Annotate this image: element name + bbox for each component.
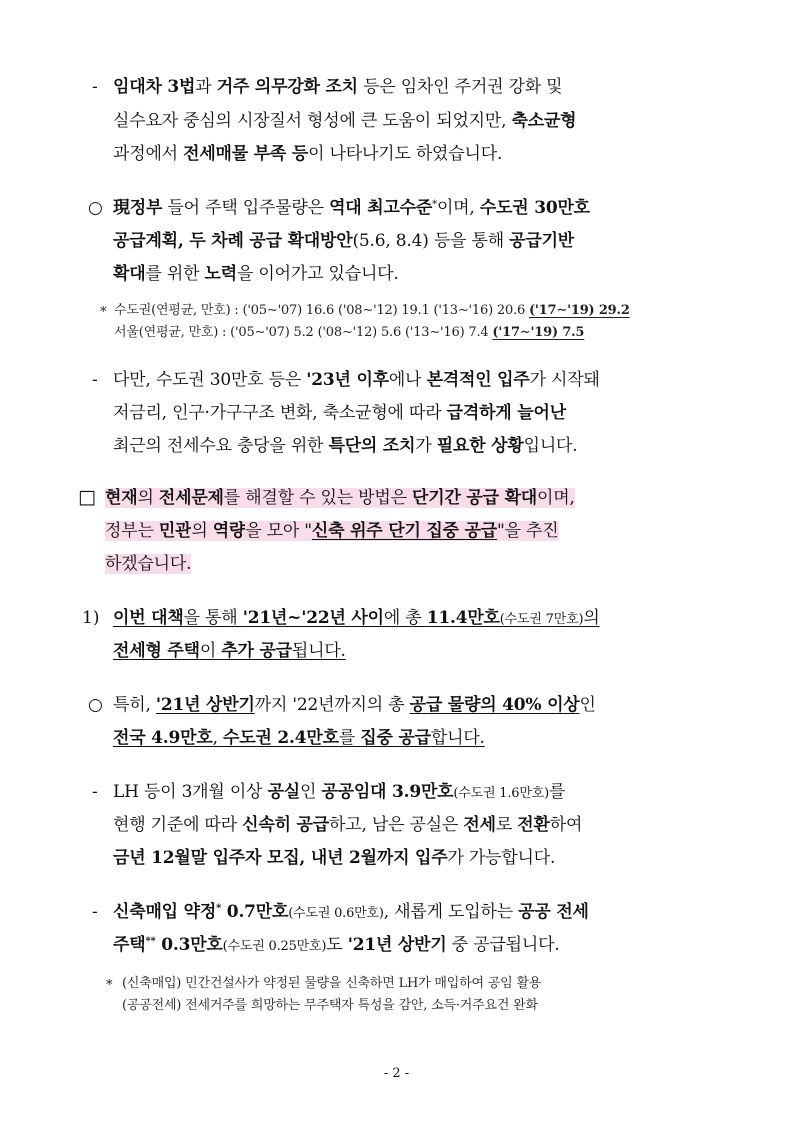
text-run: 의 bbox=[191, 521, 213, 541]
text-run: 가 가능합니다. bbox=[447, 848, 556, 868]
text-run: 노력 bbox=[204, 264, 237, 284]
text-run: 거주 의무강화 조치 bbox=[216, 77, 358, 97]
text-line bbox=[113, 934, 560, 958]
footnote-line bbox=[122, 975, 541, 993]
footnote-line bbox=[114, 324, 584, 342]
text-run: 특단의 조치 bbox=[328, 436, 416, 456]
text-run: 를 해결할 수 있는 방법은 bbox=[223, 488, 413, 508]
text-run: 인 bbox=[299, 782, 322, 802]
text-run: 의 bbox=[583, 608, 600, 628]
text-run: , 새롭게 도입하는 bbox=[383, 902, 519, 922]
square-marker: □ bbox=[78, 486, 96, 508]
footnote-line bbox=[122, 997, 538, 1015]
text-run: 집중 공급 bbox=[360, 728, 431, 748]
text-line bbox=[113, 110, 576, 132]
text-line bbox=[105, 520, 559, 542]
text-run: 전세문제 bbox=[158, 488, 224, 508]
text-run: 전세형 주택 bbox=[113, 641, 200, 661]
text-line bbox=[113, 814, 582, 836]
text-run: 도 bbox=[326, 935, 348, 955]
text-run: (5.6, 8.4) 등을 통해 bbox=[352, 231, 510, 251]
text-run: 역대 최고수준 bbox=[329, 198, 433, 218]
text-line bbox=[113, 901, 589, 925]
text-run: 하여 bbox=[549, 815, 583, 835]
text-line bbox=[113, 640, 346, 662]
text-run: ('17∼'19) 7.5 bbox=[492, 325, 585, 340]
circle-marker: ○ bbox=[88, 198, 103, 218]
page-number: - 2 - bbox=[383, 1066, 410, 1081]
text-run: 現정부 bbox=[113, 198, 163, 218]
text-line bbox=[113, 263, 399, 285]
footnote-line bbox=[114, 302, 630, 320]
text-run: 특히, bbox=[113, 695, 156, 715]
text-line bbox=[113, 607, 600, 631]
text-run: 과정에서 bbox=[113, 144, 184, 164]
text-run: 인 bbox=[579, 695, 596, 715]
text-line bbox=[113, 781, 565, 805]
text-run: (수도권 0.25만호) bbox=[222, 939, 327, 954]
circle-marker: ○ bbox=[88, 695, 103, 715]
text-run: 과 bbox=[195, 77, 217, 97]
text-line bbox=[113, 369, 600, 391]
dash-marker: - bbox=[92, 370, 98, 390]
text-run: 가 bbox=[415, 436, 437, 456]
text-run: 이 나타나기도 하였습니다. bbox=[308, 144, 503, 164]
text-run: 신축매입 약정 bbox=[113, 902, 217, 922]
text-line bbox=[113, 727, 485, 749]
dash-marker: - bbox=[92, 77, 98, 97]
text-run: ** bbox=[145, 936, 156, 947]
text-line bbox=[113, 197, 590, 219]
text-line bbox=[113, 230, 574, 252]
text-line bbox=[113, 435, 577, 457]
text-line bbox=[113, 143, 502, 165]
text-run: 신속히 공급 bbox=[242, 815, 330, 835]
text-run: 0.3만호 bbox=[155, 935, 223, 955]
text-run: 공공 전세 bbox=[518, 902, 589, 922]
footnote-marker: * bbox=[106, 978, 113, 993]
text-run: 수도권 30만호 bbox=[479, 198, 590, 218]
text-run: 들어 주택 입주물량은 bbox=[162, 198, 330, 218]
text-run: (수도권 1.6만호) bbox=[453, 786, 549, 801]
text-run: 이며, bbox=[537, 488, 575, 508]
text-run: LH 등이 3개월 이상 bbox=[113, 782, 268, 802]
text-run: (수도권 7만호) bbox=[499, 612, 584, 627]
dash-marker: - bbox=[92, 782, 98, 802]
text-run: 확대 bbox=[113, 264, 146, 284]
text-run: 의 bbox=[137, 488, 159, 508]
text-run: 전환 bbox=[517, 815, 550, 835]
text-run: 정부는 bbox=[105, 521, 159, 541]
text-run: 에 총 bbox=[383, 608, 427, 628]
text-run: * bbox=[216, 903, 222, 914]
text-run: 급격하게 늘어난 bbox=[446, 403, 566, 423]
text-run: 공급기반 bbox=[509, 231, 575, 251]
text-run: 하고, 남은 공실은 bbox=[329, 815, 464, 835]
text-run: 필요한 상황 bbox=[436, 436, 524, 456]
text-run: (신축매입) 민간건설사가 약정된 물량을 신축하면 LH가 매입하여 공임 활용 bbox=[122, 976, 542, 991]
text-line bbox=[105, 553, 191, 575]
text-run: 에나 bbox=[388, 370, 427, 390]
text-run: 가 시작돼 bbox=[529, 370, 600, 390]
text-line bbox=[113, 76, 562, 98]
text-run: , bbox=[212, 728, 224, 748]
text-run: 로 bbox=[495, 815, 518, 835]
text-run: 됩니다. bbox=[291, 641, 346, 661]
text-run: 임대차 3법 bbox=[113, 77, 196, 97]
text-run: 신축 위주 단기 집중 공급 bbox=[311, 521, 498, 541]
text-run: 민관 bbox=[158, 521, 192, 541]
text-run: 현재 bbox=[105, 488, 138, 508]
footnote-marker: * bbox=[100, 305, 107, 320]
text-run: 등은 임차인 주거권 강화 및 bbox=[357, 77, 563, 97]
text-run: 0.7만호 bbox=[221, 902, 289, 922]
text-run: 추가 공급 bbox=[221, 641, 292, 661]
text-run: * bbox=[432, 199, 437, 210]
text-run: '21년 상반기 bbox=[347, 935, 447, 955]
text-run: 을 모아 " bbox=[245, 521, 312, 541]
text-run: 수도권 2.4만호 bbox=[223, 728, 339, 748]
text-run: ('17∼'19) 29.2 bbox=[528, 303, 630, 318]
text-run: '23년 이후 bbox=[306, 370, 389, 390]
text-run: 11.4만호 bbox=[426, 608, 500, 628]
text-run: 공급계획, 두 차례 공급 확대방안 bbox=[113, 231, 353, 251]
text-run: 전세매물 부족 등 bbox=[183, 144, 309, 164]
text-run: 하겠습니다. bbox=[105, 554, 192, 574]
text-run: 수도권(연평균, 만호) : ('05∼'07) 16.6 ('08∼'12) 19.1 ('13∼'16) 20.6 bbox=[114, 303, 529, 318]
text-run: 축소균형 bbox=[511, 111, 577, 131]
text-run: 공급 물량의 40% 이상 bbox=[409, 695, 580, 715]
number-marker: 1) bbox=[82, 608, 100, 628]
text-run: 까지 '22년까지의 총 bbox=[254, 695, 410, 715]
text-run: 최근의 전세수요 충당을 위한 bbox=[113, 436, 329, 456]
text-run: 다만, 수도권 30만호 등은 bbox=[113, 370, 307, 390]
text-line bbox=[113, 694, 596, 716]
text-line bbox=[113, 847, 555, 869]
text-run: 본격적인 입주 bbox=[426, 370, 530, 390]
text-run: (공공전세) 전세거주를 희망하는 무주택자 특성을 감안, 소득·거주요건 완화 bbox=[122, 998, 538, 1013]
text-run: 전국 4.9만호 bbox=[113, 728, 213, 748]
text-run: 단기간 공급 확대 bbox=[412, 488, 538, 508]
text-run: 를 위한 bbox=[145, 264, 205, 284]
text-line bbox=[105, 487, 575, 509]
dash-marker: - bbox=[92, 902, 98, 922]
text-run: 공실 bbox=[267, 782, 300, 802]
text-run: 전세 bbox=[463, 815, 496, 835]
text-run: 를 bbox=[548, 782, 566, 802]
text-run: '21년~'22년 사이 bbox=[242, 608, 384, 628]
text-run: 합니다. bbox=[430, 728, 485, 748]
text-run: 서울(연평균, 만호) : ('05∼'07) 5.2 ('08∼'12) 5.6 ('13∼'16) 7.4 bbox=[114, 325, 493, 340]
text-run: "을 추진 bbox=[497, 521, 559, 541]
text-run: (수도권 0.6만호) bbox=[288, 906, 384, 921]
text-run: 실수요자 중심의 시장질서 형성에 큰 도움이 되었지만, bbox=[113, 111, 512, 131]
text-run: 역량 bbox=[212, 521, 246, 541]
text-run: 입니다. bbox=[523, 436, 578, 456]
text-run: 이번 대책 bbox=[113, 608, 184, 628]
text-run: 를 bbox=[338, 728, 361, 748]
text-run: 을 이어가고 있습니다. bbox=[236, 264, 399, 284]
text-run: 을 통해 bbox=[183, 608, 243, 628]
text-line bbox=[113, 402, 566, 424]
text-run: '21년 상반기 bbox=[155, 695, 255, 715]
text-run: 이며, bbox=[436, 198, 480, 218]
text-run: 주택 bbox=[113, 935, 146, 955]
text-run: 저금리, 인구·가구구조 변화, 축소균형에 따라 bbox=[113, 403, 447, 423]
text-run: 중 공급됩니다. bbox=[446, 935, 560, 955]
text-run: 이 bbox=[199, 641, 222, 661]
text-run: 공공임대 3.9만호 bbox=[321, 782, 454, 802]
text-run: 금년 12월말 입주자 모집, 내년 2월까지 입주 bbox=[113, 848, 448, 868]
text-run: 현행 기준에 따라 bbox=[113, 815, 243, 835]
